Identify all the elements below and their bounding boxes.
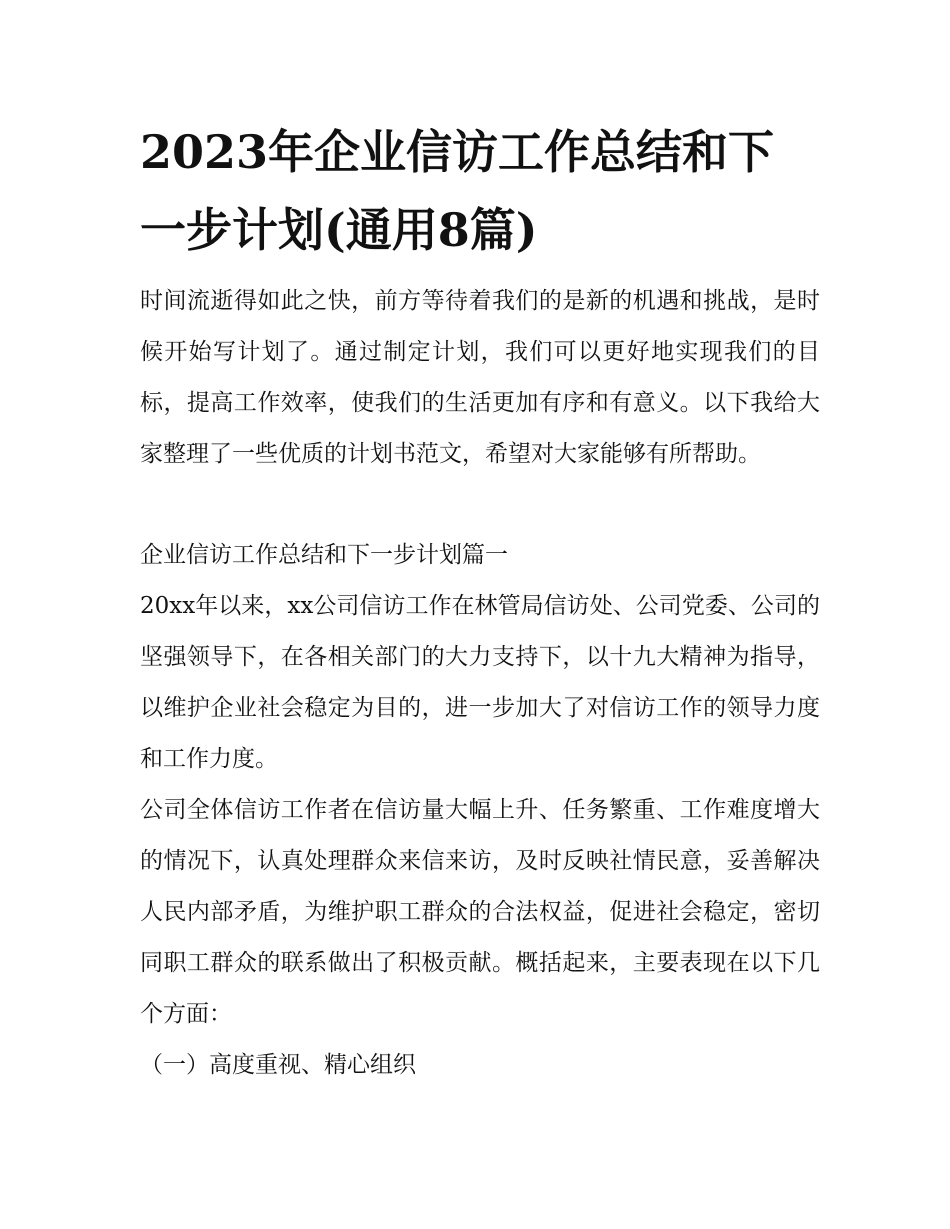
body-paragraph-2: 公司全体信访工作者在信访量大幅上升、任务繁重、工作难度增大的情况下，认真处理群众来信来访，及时反映社情民意，妥善解决人民内部矛盾，为维护职工群众的合法权益，促进社会稳定，密切同职工群众的联系做出了积极贡献。概括起来，主要表现在以下几个方面： bbox=[140, 797, 820, 1027]
section-heading: 企业信访工作总结和下一步计划篇一 bbox=[140, 542, 508, 568]
subheading-1: （一）高度重视、精心组织 bbox=[140, 1052, 416, 1078]
document-title: 2023年企业信访工作总结和下一步计划(通用8篇) bbox=[140, 125, 775, 257]
body-paragraph-1: 20xx年以来，xx公司信访工作在林管局信访处、公司党委、公司的坚强领导下，在各相关部门的大力支持下，以十九大精神为指导，以维护企业社会稳定为目的，进一步加大了对信访工作的领导力度和工作力度。 bbox=[140, 593, 820, 772]
intro-paragraph: 时间流逝得如此之快，前方等待着我们的是新的机遇和挑战，是时候开始写计划了。通过制定计划，我们可以更好地实现我们的目标，提高工作效率，使我们的生活更加有序和有意义。以下我给大家整理了一些优质的计划书范文，希望对大家能够有所帮助。 bbox=[140, 288, 820, 467]
